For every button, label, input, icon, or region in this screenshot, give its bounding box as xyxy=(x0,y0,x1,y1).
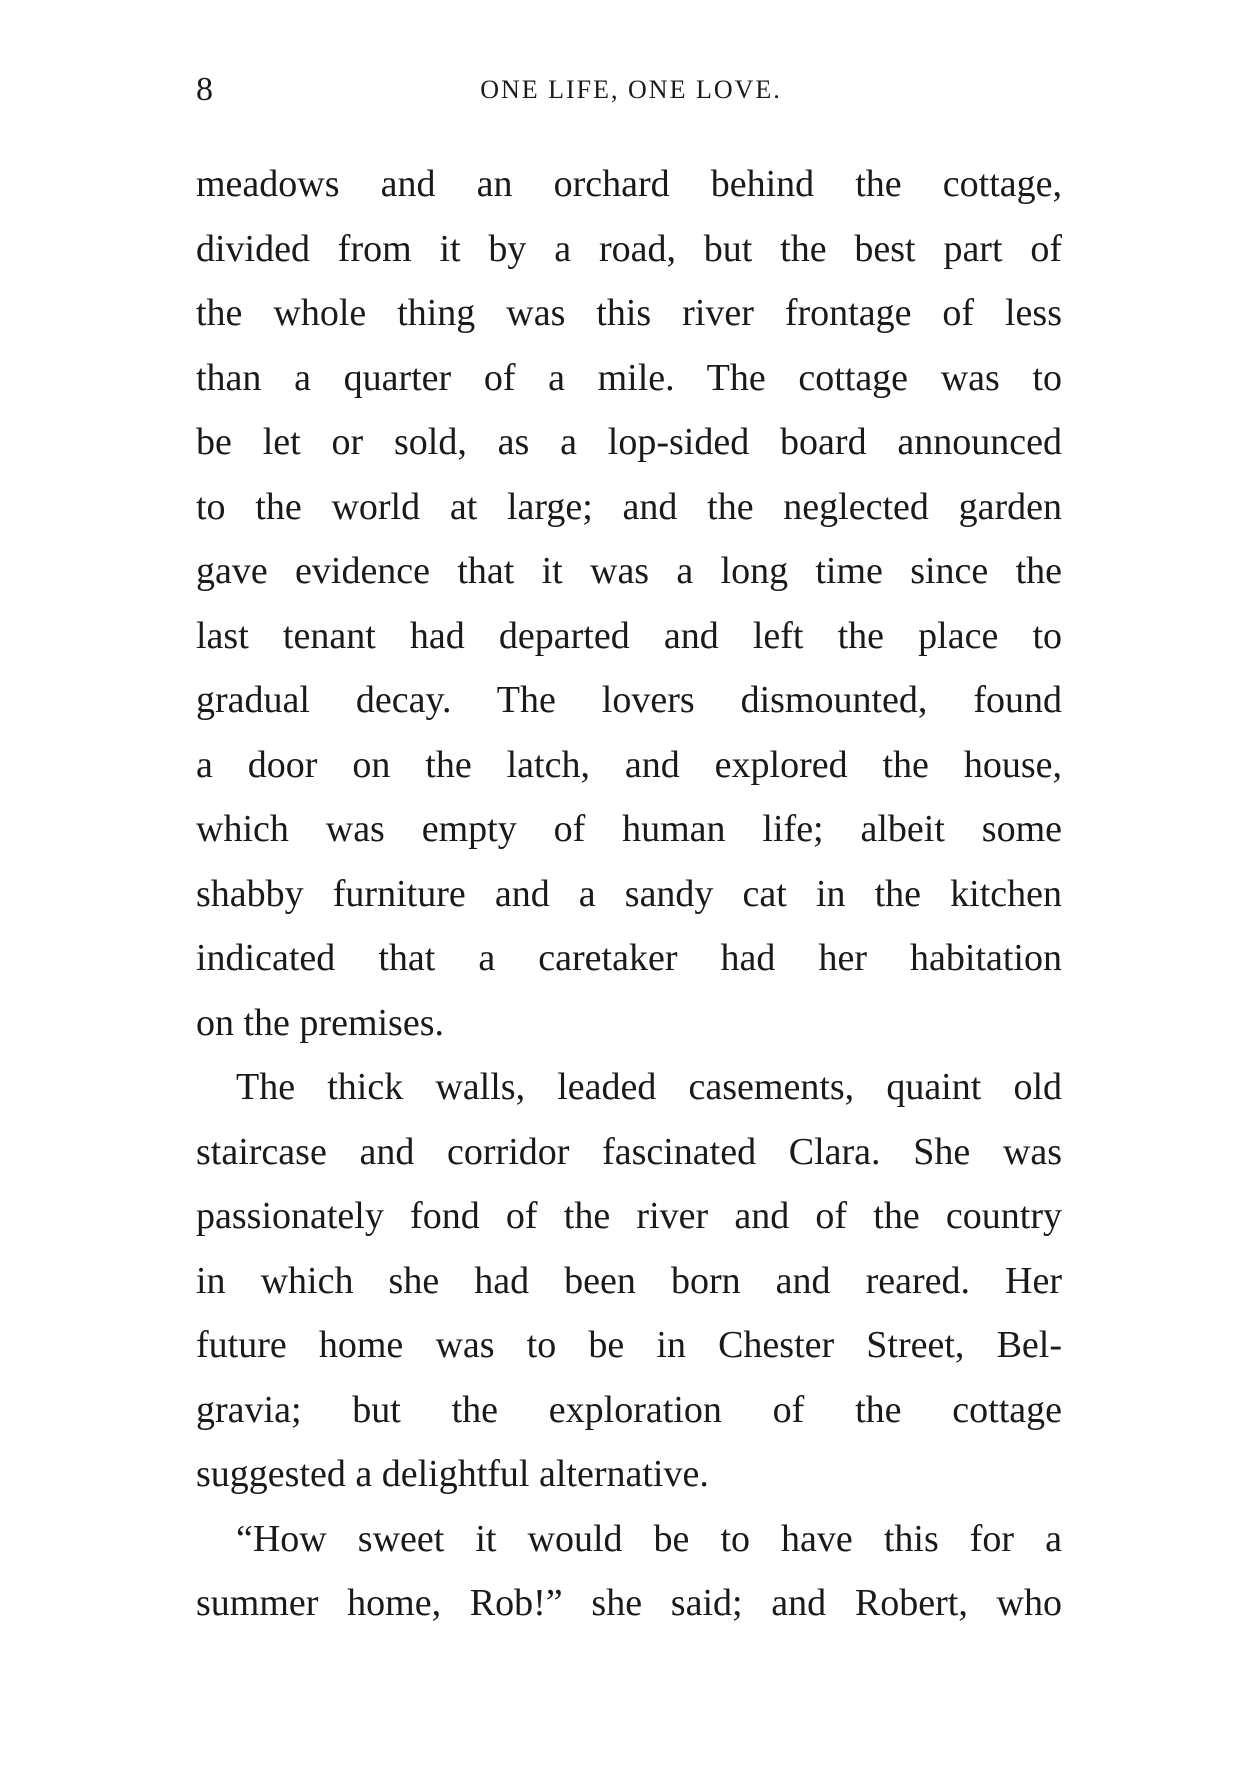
text-line: last tenant had departed and left the place to xyxy=(196,614,1062,657)
text-line: meadows and an orchard behind the cottage, xyxy=(196,163,1062,205)
text-line: gave evidence that it was a long time since the xyxy=(196,550,1062,592)
text-line: the whole thing was this river frontage of less xyxy=(196,292,1062,334)
text-line: which was empty of human life; albeit some xyxy=(196,808,1062,850)
text-line: on the premises. xyxy=(196,1001,445,1044)
text-line: in which she had been born and reared. Her xyxy=(196,1259,1062,1302)
text-line: The thick walls, leaded casements, quaint old xyxy=(236,1066,1062,1108)
text-line: to the world at large; and the neglected garden xyxy=(196,485,1062,528)
text-line: “How sweet it would be to have this for a xyxy=(236,1517,1062,1560)
text-line: summer home, Rob!” she said; and Robert, who xyxy=(196,1582,1062,1624)
paragraph xyxy=(196,152,1062,1055)
text-line: a door on the latch, and explored the house, xyxy=(196,743,1062,786)
page-number: 8 xyxy=(196,71,213,108)
text-line: gravia; but the exploration of the cottage xyxy=(196,1388,1062,1431)
text-line: indicated that a caretaker had her habitation xyxy=(196,937,1062,979)
text-line: gradual decay. The lovers dismounted, found xyxy=(196,679,1062,721)
text-line: staircase and corridor fascinated Clara. She was xyxy=(196,1130,1062,1173)
text-line: than a quarter of a mile. The cottage was to xyxy=(196,356,1062,399)
text-line: suggested a delightful alternative. xyxy=(196,1453,709,1495)
text-line: be let or sold, as a lop-sided board announced xyxy=(196,421,1062,463)
text-line: divided from it by a road, but the best part of xyxy=(196,227,1062,270)
text-line: shabby furniture and a sandy cat in the kitchen xyxy=(196,872,1062,915)
running-head xyxy=(196,70,1066,110)
text-line: passionately fond of the river and of the country xyxy=(196,1195,1062,1237)
paragraph xyxy=(196,1507,1062,1636)
text-line: future home was to be in Chester Street, Bel- xyxy=(196,1324,1062,1366)
running-title: ONE LIFE, ONE LOVE. xyxy=(480,75,782,104)
paragraph xyxy=(196,1055,1062,1507)
body-text xyxy=(196,152,1062,1636)
